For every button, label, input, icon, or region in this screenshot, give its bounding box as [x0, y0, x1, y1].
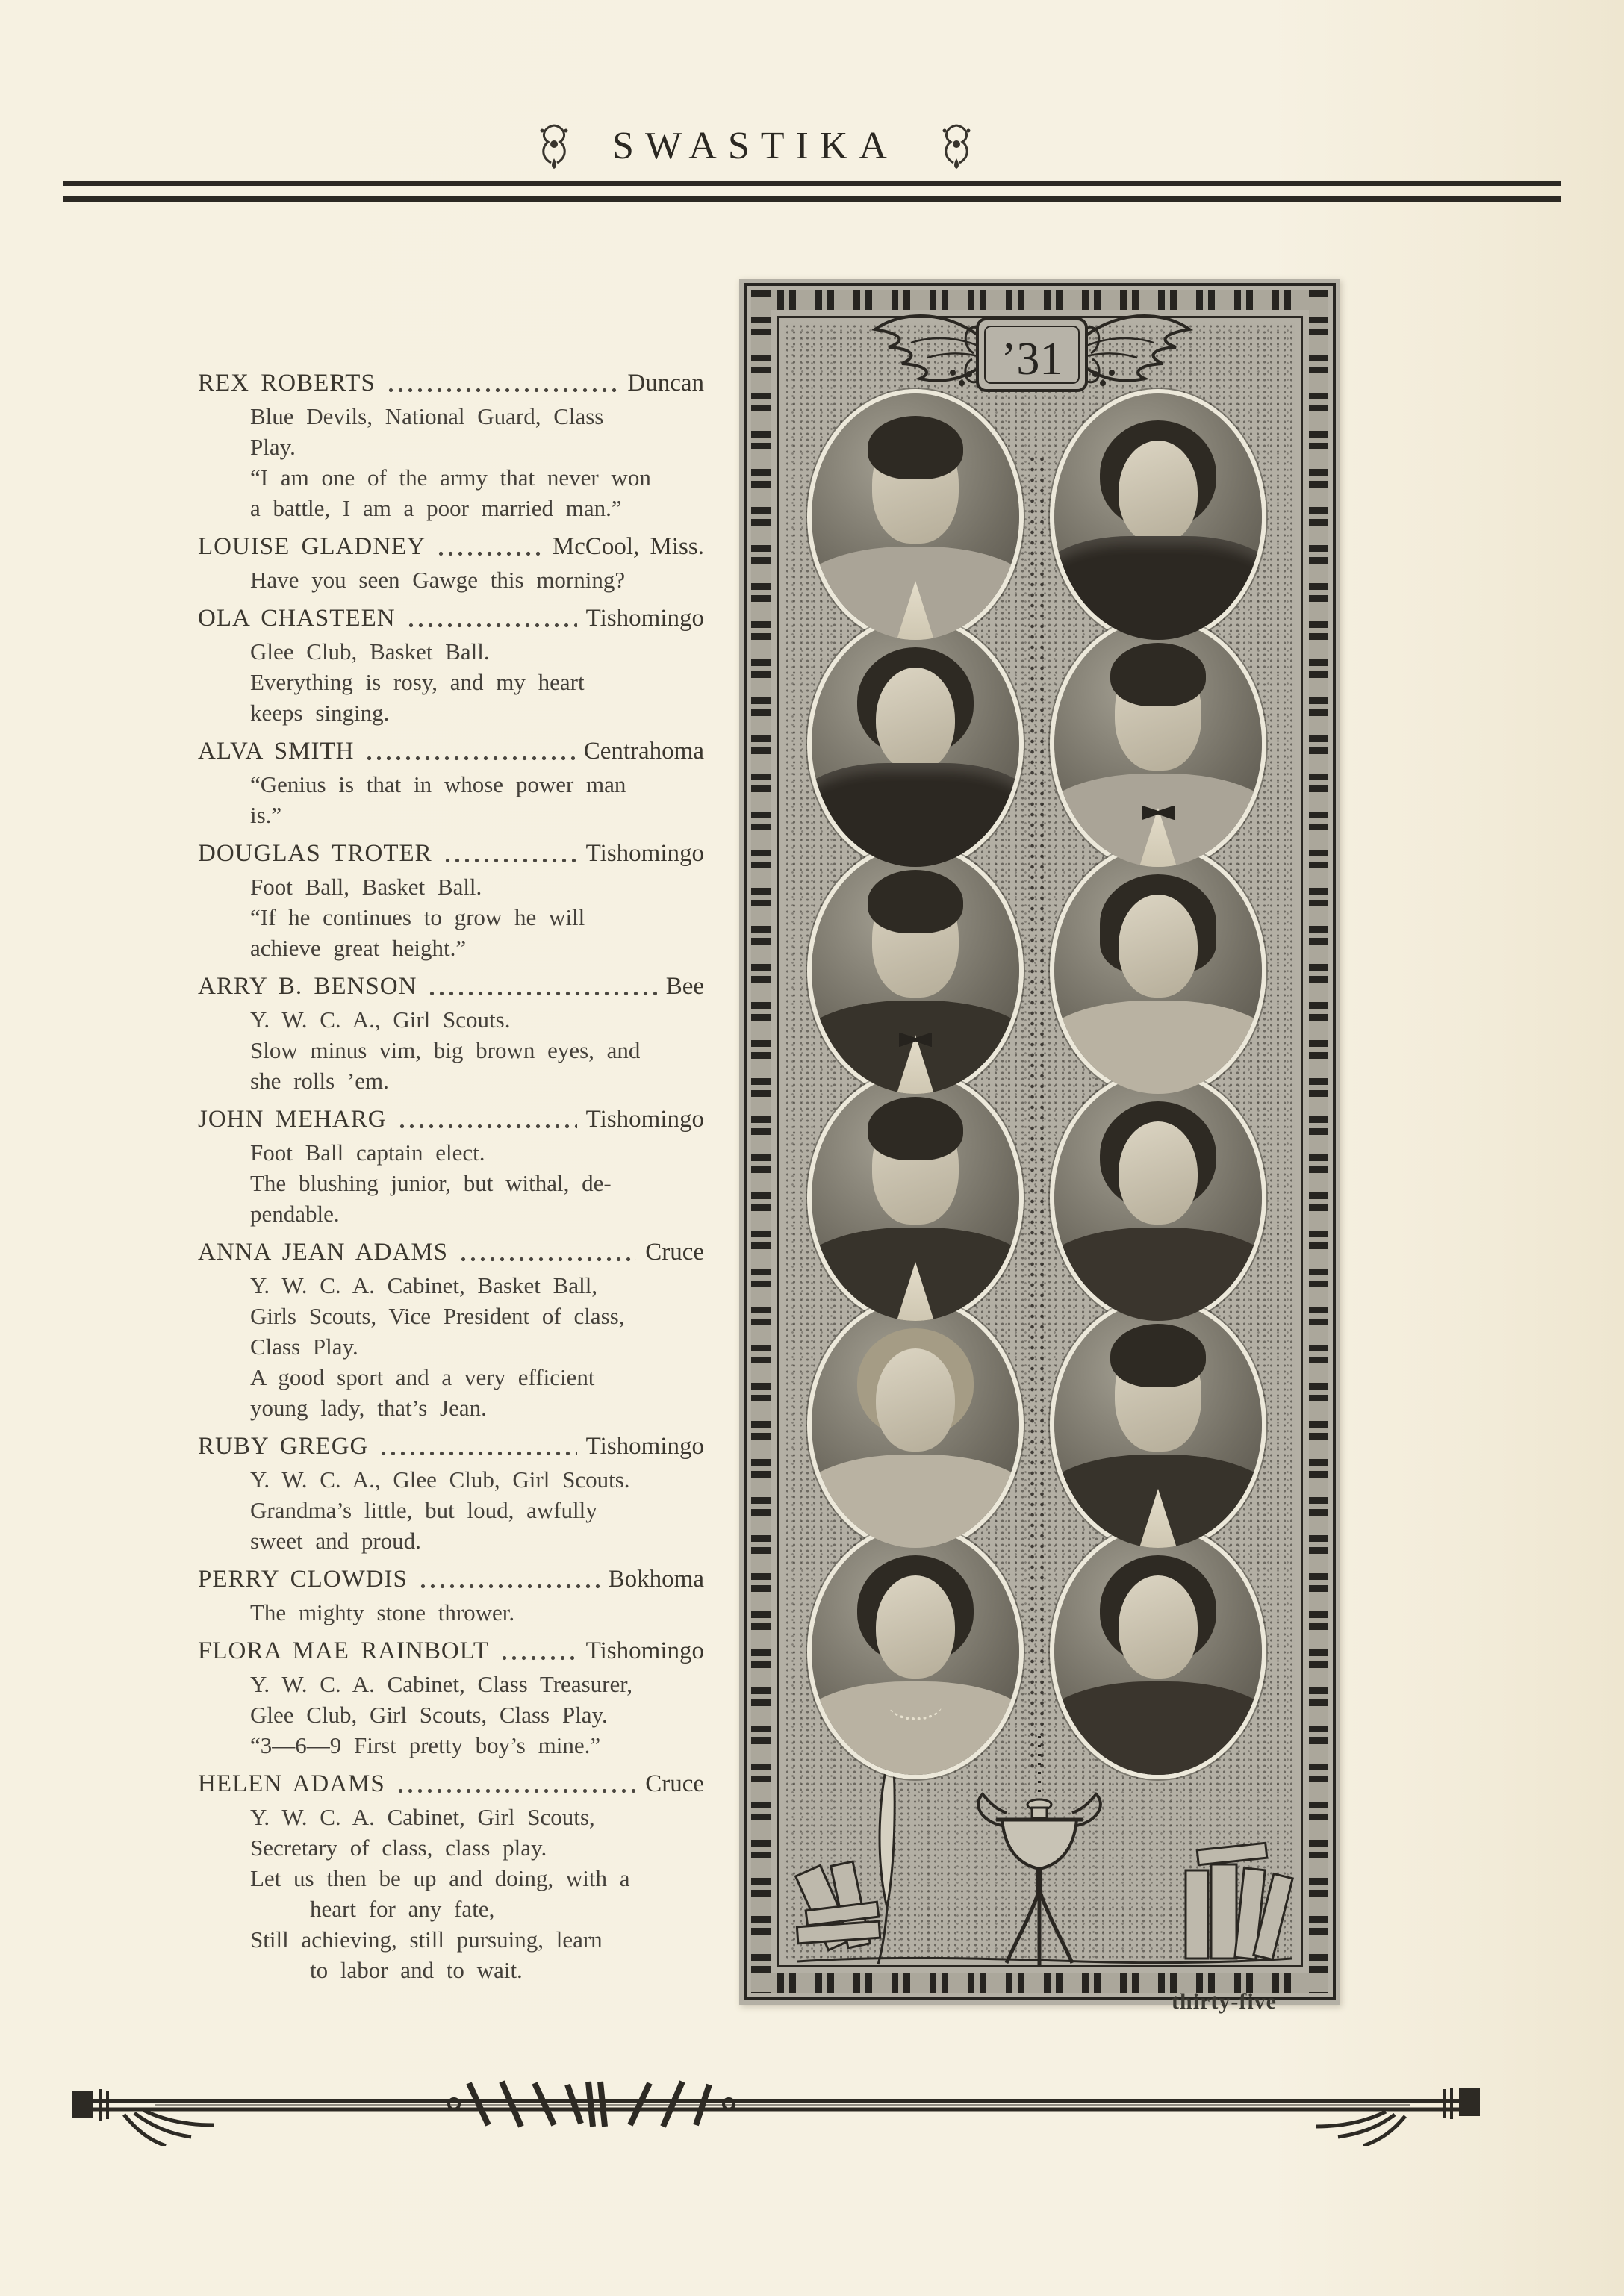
entry-line: Have you seen Gawge this morning? [250, 567, 626, 593]
student-entry [198, 1635, 704, 1761]
arrow-divider-ornament [66, 2062, 1486, 2146]
dotted-leader [364, 756, 574, 761]
entry-line: young lady, that’s Jean. [250, 1395, 487, 1421]
entry-head [198, 531, 704, 563]
header-rule-top [63, 181, 1561, 186]
portrait-face [1119, 441, 1198, 544]
fleuron-left-icon [535, 121, 573, 170]
student-entry [198, 1104, 704, 1229]
entry-line: Blue Devils, National Guard, Class [250, 403, 604, 429]
student-name: LOUISE GLADNEY [198, 533, 426, 560]
entry-line: Class Play. [250, 1334, 358, 1360]
student-name: FLORA MAE RAINBOLT [198, 1637, 489, 1664]
entry-lines [198, 769, 704, 830]
student-hometown: Centrahoma [583, 738, 704, 765]
entry-head [198, 838, 704, 870]
student-name: ARRY B. BENSON [198, 973, 417, 1000]
portrait-face [1119, 895, 1198, 998]
entry-lines [198, 636, 704, 728]
entry-line: A good sport and a very efficient [250, 1364, 595, 1390]
masthead [0, 112, 1567, 179]
entry-line: “Genius is that in whose power man [250, 771, 626, 797]
student-entry [198, 1768, 704, 1985]
student-entry [198, 1236, 704, 1423]
entry-line: Still achieving, still pursuing, learn [250, 1926, 603, 1953]
entry-line: is.” [250, 802, 282, 828]
student-entry [198, 603, 704, 728]
dotted-leader [436, 551, 544, 556]
dotted-leader [427, 991, 656, 996]
entry-line: “I am one of the army that never won [250, 464, 651, 491]
entry-lines [198, 1669, 704, 1761]
student-portrait [1050, 616, 1266, 871]
entry-line: a battle, I am a poor married man.” [250, 495, 622, 521]
student-entry [198, 1564, 704, 1628]
student-portrait [807, 843, 1024, 1098]
portrait-shoulders [1050, 536, 1266, 644]
entry-line: Play. [250, 434, 296, 460]
entry-line: “3—6—9 First pretty boy’s mine.” [250, 1732, 601, 1758]
student-hometown: Tishomingo [585, 605, 704, 632]
entry-head [198, 367, 704, 399]
entry-line: “If he continues to grow he will [250, 904, 585, 930]
portrait-shoulders [1050, 1001, 1266, 1098]
student-hometown: Bokhoma [608, 1566, 704, 1593]
student-hometown: Tishomingo [585, 1106, 704, 1133]
entry-line: The blushing junior, but withal, de- [250, 1170, 612, 1196]
student-portrait [807, 389, 1024, 644]
portrait-hair [868, 870, 963, 934]
student-entry [198, 367, 704, 523]
dotted-leader [396, 1788, 636, 1793]
dotted-leader [386, 388, 619, 393]
dotted-vine-ornament [1027, 454, 1048, 1768]
student-hometown: Cruce [645, 1770, 704, 1797]
entry-line: Let us then be up and doing, with a [250, 1865, 630, 1891]
student-name: REX ROBERTS [198, 370, 376, 396]
page-number: thirty-five [1172, 1989, 1277, 2014]
dotted-leader [397, 1124, 577, 1129]
dotted-leader [443, 858, 577, 863]
entry-line: she rolls ’em. [250, 1068, 389, 1094]
header-rule-bottom [63, 196, 1561, 202]
portrait-face [876, 668, 955, 771]
entry-line: sweet and proud. [250, 1528, 421, 1554]
entry-lines [198, 871, 704, 963]
dotted-leader [379, 1451, 576, 1456]
portrait-shoulders [1050, 1228, 1266, 1325]
student-name: OLA CHASTEEN [198, 605, 396, 632]
entry-line: Foot Ball, Basket Ball. [250, 874, 482, 900]
entry-head [198, 1104, 704, 1136]
entry-line: heart for any fate, [310, 1896, 495, 1922]
student-name: ANNA JEAN ADAMS [198, 1239, 449, 1266]
student-entry [198, 735, 704, 830]
entry-line: keeps singing. [250, 700, 390, 726]
student-hometown: Tishomingo [585, 1637, 704, 1664]
portrait-face [1119, 1575, 1198, 1679]
entry-line: Secretary of class, class play. [250, 1835, 547, 1861]
student-portrait [807, 1297, 1024, 1552]
student-hometown: Tishomingo [585, 840, 704, 867]
student-hometown: McCool, Miss. [552, 533, 704, 560]
entry-line: Y. W. C. A. Cabinet, Basket Ball, [250, 1272, 598, 1298]
portrait-face [876, 1575, 955, 1679]
student-hometown: Duncan [627, 370, 704, 396]
dotted-leader [406, 623, 577, 628]
dotted-leader [500, 1655, 577, 1661]
student-hometown: Cruce [645, 1239, 704, 1266]
student-portrait [807, 1524, 1024, 1779]
entry-lines [198, 1137, 704, 1229]
student-portrait [807, 616, 1024, 871]
student-name: HELEN ADAMS [198, 1770, 385, 1797]
entry-line: Y. W. C. A., Girl Scouts. [250, 1007, 511, 1033]
entry-line: pendable. [250, 1201, 340, 1227]
entry-line: Y. W. C. A., Glee Club, Girl Scouts. [250, 1466, 630, 1493]
student-name: RUBY GREGG [198, 1433, 369, 1460]
entry-head [198, 1564, 704, 1596]
student-hometown: Bee [665, 973, 704, 1000]
entry-head [198, 1431, 704, 1463]
entry-line: Everything is rosy, and my heart [250, 669, 585, 695]
entry-lines [198, 1802, 704, 1985]
student-entry [198, 1431, 704, 1556]
student-portrait [1050, 1524, 1266, 1779]
entry-line: Y. W. C. A. Cabinet, Class Treasurer, [250, 1671, 633, 1697]
student-name: DOUGLAS TROTER [198, 840, 432, 867]
portrait-shoulders [807, 763, 1024, 871]
student-name: PERRY CLOWDIS [198, 1566, 408, 1593]
entry-lines [198, 1004, 704, 1096]
entry-lines [198, 1464, 704, 1556]
portrait-hair [868, 416, 963, 480]
student-portrait [1050, 843, 1266, 1098]
entry-lines [198, 401, 704, 523]
portrait-hair [1110, 1324, 1206, 1388]
portrait-hair [868, 1097, 963, 1161]
student-hometown: Tishomingo [585, 1433, 704, 1460]
student-portrait [1050, 389, 1266, 644]
student-portrait [1050, 1070, 1266, 1325]
pearl-necklace [889, 1688, 942, 1721]
entry-line: Glee Club, Girl Scouts, Class Play. [250, 1702, 608, 1728]
entry-head [198, 1236, 704, 1269]
student-portrait [1050, 1297, 1266, 1552]
entry-line: to labor and to wait. [310, 1957, 523, 1983]
year-badge: ’31 [1001, 334, 1063, 385]
student-entry [198, 531, 704, 595]
entry-line: Foot Ball captain elect. [250, 1139, 485, 1166]
entry-head [198, 1768, 704, 1800]
student-entry [198, 838, 704, 963]
dotted-leader [418, 1584, 600, 1589]
entry-head [198, 971, 704, 1003]
portrait-shoulders [1050, 1681, 1266, 1779]
portrait-hair [1110, 643, 1206, 707]
portrait-panel [739, 279, 1340, 2005]
entry-line: Y. W. C. A. Cabinet, Girl Scouts, [250, 1804, 595, 1830]
entry-head [198, 603, 704, 635]
fleuron-right-icon [937, 121, 976, 170]
entry-line: Grandma’s little, but loud, awfully [250, 1497, 597, 1523]
dotted-leader [458, 1257, 636, 1262]
entry-lines [198, 1270, 704, 1423]
entry-lines [198, 1597, 704, 1628]
entry-line: Girls Scouts, Vice President of class, [250, 1303, 625, 1329]
entry-head [198, 735, 704, 768]
student-name: ALVA SMITH [198, 738, 355, 765]
portrait-shoulders [807, 1455, 1024, 1552]
entry-head [198, 1635, 704, 1667]
entry-line: Glee Club, Basket Ball. [250, 638, 490, 665]
entry-line: achieve great height.” [250, 935, 467, 961]
entry-lines [198, 564, 704, 595]
entries-column [198, 367, 704, 1993]
entry-line: The mighty stone thrower. [250, 1599, 515, 1625]
portrait-face [876, 1348, 955, 1452]
student-portrait [807, 1070, 1024, 1325]
page-title: SWASTIKA [612, 124, 898, 167]
portrait-face [1119, 1121, 1198, 1225]
student-name: JOHN MEHARG [198, 1106, 387, 1133]
student-entry [198, 971, 704, 1096]
entry-line: Slow minus vim, big brown eyes, and [250, 1037, 641, 1063]
